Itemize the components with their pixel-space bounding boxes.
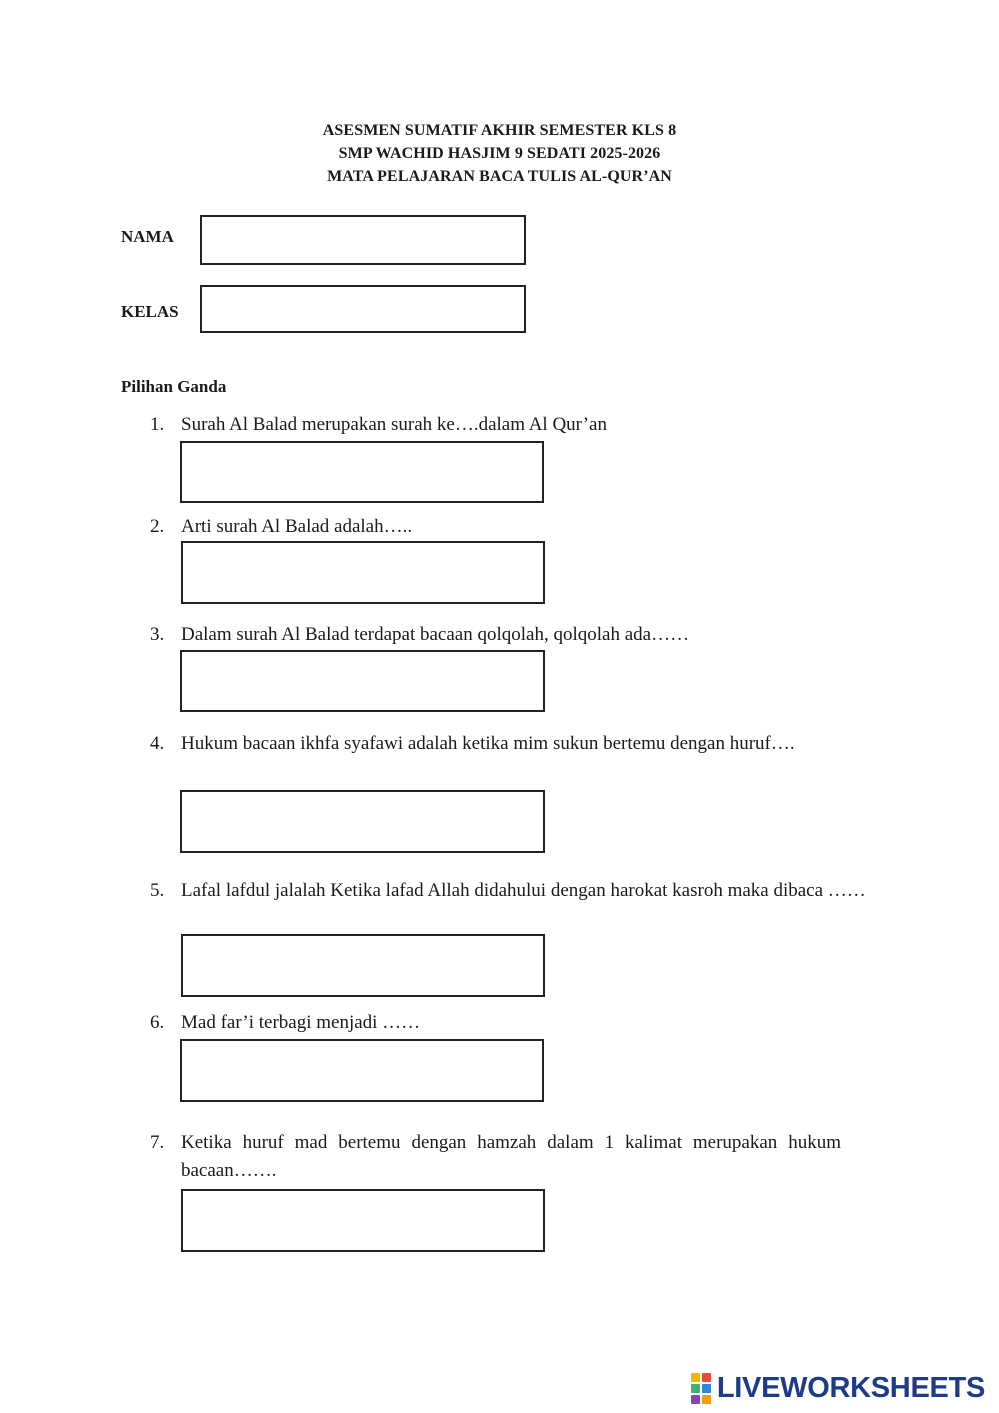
- question-text: Mad far’i terbagi menjadi ……: [181, 1012, 421, 1033]
- title-line-1: ASESMEN SUMATIF AKHIR SEMESTER KLS 8: [322, 122, 677, 139]
- question-text: Surah Al Balad merupakan surah ke….dalam Al Qur’an: [181, 414, 607, 435]
- question-text: Hukum bacaan ikhfa syafawi adalah ketika mim sukun bertemu dengan huruf….: [181, 733, 795, 754]
- answer-box-4[interactable]: [180, 790, 545, 853]
- question-number: 1.: [150, 414, 165, 435]
- question-text: Ketika huruf mad bertemu dengan hamzah dalam 1 kalimat merupakan hukum bacaan…….: [181, 1132, 841, 1181]
- nama-label: NAMA: [121, 227, 174, 246]
- question-text: Dalam surah Al Balad terdapat bacaan qolqolah, qolqolah ada……: [181, 624, 690, 645]
- answer-box-7[interactable]: [181, 1189, 545, 1252]
- nama-input[interactable]: [200, 215, 526, 265]
- question-number: 5.: [150, 880, 165, 901]
- kelas-label: KELAS: [121, 302, 179, 321]
- kelas-input[interactable]: [200, 285, 526, 333]
- question-number: 3.: [150, 624, 165, 645]
- title-line-3: MATA PELAJARAN BACA TULIS AL-QUR’AN: [327, 168, 672, 185]
- question-number: 7.: [150, 1132, 165, 1153]
- logo-blocks-icon: [691, 1373, 711, 1404]
- question-text: Lafal lafdul jalalah Ketika lafad Allah didahului dengan harokat kasroh maka dibaca ……: [181, 880, 866, 901]
- question-text: Arti surah Al Balad adalah…..: [181, 516, 413, 537]
- answer-box-1[interactable]: [180, 441, 544, 503]
- answer-box-5[interactable]: [181, 934, 545, 997]
- liveworksheets-logo: [691, 1372, 985, 1404]
- question-number: 6.: [150, 1012, 165, 1033]
- question-number: 2.: [150, 516, 165, 537]
- title-line-2: SMP WACHID HASJIM 9 SEDATI 2025-2026: [338, 145, 661, 162]
- section-title: Pilihan Ganda: [121, 377, 227, 396]
- question-number: 4.: [150, 733, 165, 754]
- logo-text: LIVEWORKSHEETS: [716, 1371, 985, 1404]
- answer-box-2[interactable]: [181, 541, 545, 604]
- answer-box-6[interactable]: [180, 1039, 544, 1102]
- answer-box-3[interactable]: [180, 650, 545, 712]
